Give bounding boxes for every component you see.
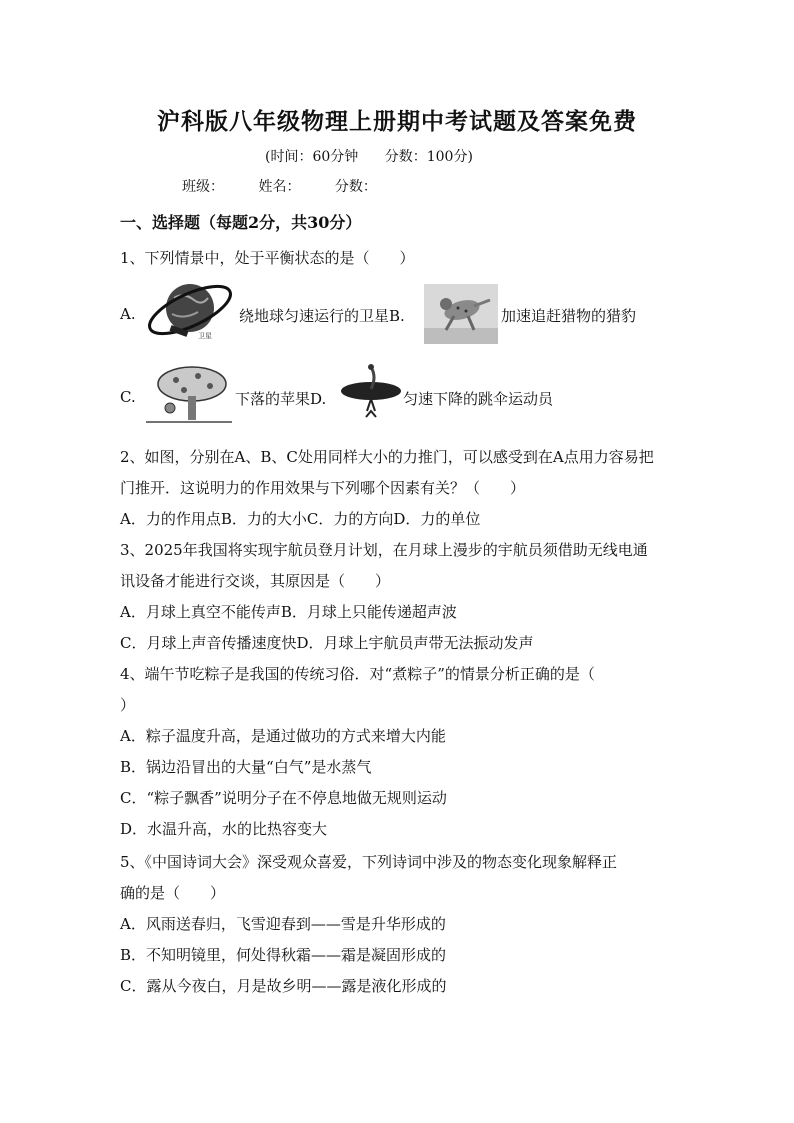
- q2-stem-line1: 2、如图，分别在A、B、C处用同样大小的力推门，可以感受到在A点用力容易把: [120, 448, 654, 466]
- q4-option-a: A．粽子温度升高，是通过做功的方式来增大内能: [120, 727, 446, 745]
- svg-text:卫星: 卫星: [198, 332, 212, 340]
- name-field: 姓名：: [258, 179, 301, 195]
- q4-option-d: D．水温升高，水的比热容变大: [120, 820, 328, 838]
- score-field: 分数：: [334, 179, 377, 195]
- q3-options-ab: A．月球上真空不能传声B．月球上只能传递超声波: [120, 603, 457, 621]
- q1-option-c-label: C.: [120, 388, 136, 406]
- falling-apple-image: [146, 364, 232, 426]
- exam-time: (时间：60分钟: [265, 149, 359, 165]
- q4-option-c: C．“粽子飘香”说明分子在不停息地做无规则运动: [120, 789, 447, 807]
- q2-options: A．力的作用点B．力的大小C．力的方向D．力的单位: [120, 510, 481, 528]
- q3-stem-line2: 讯设备才能进行交谈，其原因是（ ）: [120, 572, 391, 590]
- q5-option-c: C．露从今夜白，月是故乡明——露是液化形成的: [120, 977, 447, 995]
- q5-stem-line2: 确的是（ ）: [120, 884, 226, 902]
- q3-options-cd: C．月球上声音传播速度快D．月球上宇航员声带无法振动发声: [120, 634, 534, 652]
- q5-option-b: B．不知明镜里，何处得秋霜——霜是凝固形成的: [120, 946, 447, 964]
- q2-stem-line2: 门推开．这说明力的作用效果与下列哪个因素有关？（ ）: [120, 479, 526, 497]
- q1-stem: 1、下列情景中，处于平衡状态的是（ ）: [120, 249, 415, 267]
- q4-option-b: B．锅边沿冒出的大量“白气”是水蒸气: [120, 758, 372, 776]
- q4-stem-line1: 4、端午节吃粽子是我国的传统习俗．对“煮粽子”的情景分析正确的是（: [120, 665, 595, 683]
- q5-stem-line1: 5、《中国诗词大会》深受观众喜爱，下列诗词中涉及的物态变化现象解释正: [120, 853, 618, 871]
- q5-option-a: A．风雨送春归，飞雪迎春到——雪是升华形成的: [120, 915, 446, 933]
- q1-option-c-text: 下落的苹果D.: [235, 390, 327, 408]
- section-heading: 一、选择题（每题2分，共30分）: [120, 213, 362, 232]
- q4-stem-line2: ）: [120, 696, 136, 714]
- student-fields: [182, 176, 407, 196]
- q1-option-a-text: 绕地球匀速运行的卫星B.: [239, 307, 405, 325]
- q1-option-d-text: 匀速下降的跳伞运动员: [403, 390, 554, 408]
- q1-option-b-text: 加速追赶猎物的猎豹: [501, 307, 637, 325]
- q1-option-a-label: A.: [120, 305, 136, 323]
- exam-info: [265, 146, 495, 166]
- class-field: 班级：: [182, 179, 224, 195]
- satellite-orbit-image: [146, 280, 238, 344]
- parachutist-image: [338, 363, 404, 425]
- q3-stem-line1: 3、2025年我国将实现宇航员登月计划，在月球上漫步的宇航员须借助无线电通: [120, 541, 648, 559]
- page-title: 沪科版八年级物理上册期中考试题及答案免费: [157, 108, 637, 135]
- exam-total-score: 分数：100分): [384, 149, 473, 165]
- cheetah-image: [424, 284, 498, 344]
